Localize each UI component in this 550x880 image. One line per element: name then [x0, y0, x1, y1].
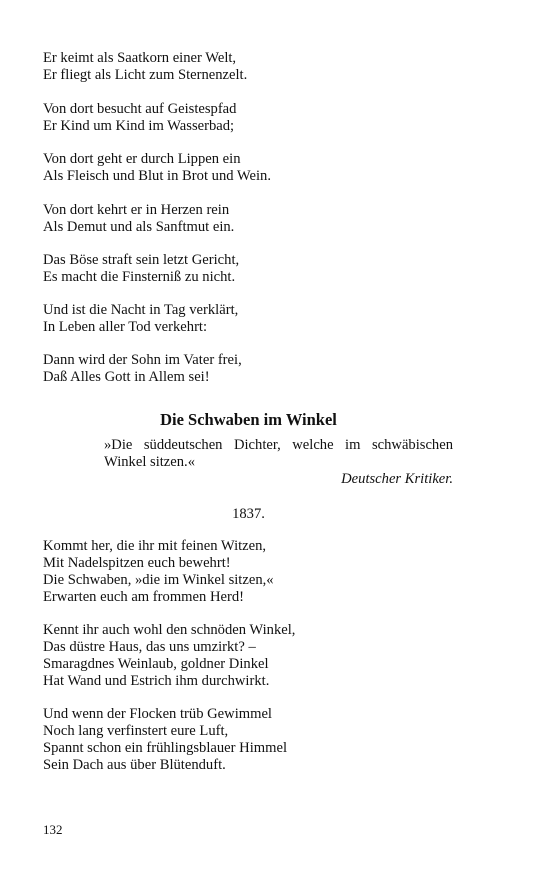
verse-line: Mit Nadelspitzen euch bewehrt! [43, 555, 231, 571]
stanza [43, 622, 463, 690]
epigraph-line: Winkel sitzen.« [104, 454, 196, 470]
verse-line: Als Fleisch und Blut in Brot und Wein. [43, 168, 272, 184]
stanza [43, 202, 463, 236]
verse-line: Daß Alles Gott in Allem sei! [43, 369, 210, 385]
verse-line: Von dort besucht auf Geistespfad [43, 101, 237, 117]
verse-line: Und wenn der Flocken trüb Gewimmel [43, 706, 272, 722]
poem-year: 1837. [232, 506, 265, 522]
verse-line: Und ist die Nacht in Tag verklärt, [43, 302, 239, 318]
epigraph-line: »Die süddeutschen Dichter, welche im schwäbischen [104, 437, 453, 453]
verse-line: Von dort geht er durch Lippen ein [43, 151, 241, 167]
verse-line: Die Schwaben, »die im Winkel sitzen,« [43, 572, 274, 588]
verse-line: In Leben aller Tod verkehrt: [43, 319, 208, 335]
stanza [43, 50, 463, 84]
verse-line: Spannt schon ein frühlingsblauer Himmel [43, 740, 287, 756]
verse-line: Das düstre Haus, das uns umzirkt? – [43, 639, 256, 655]
verse-line: Smaragdnes Weinlaub, goldner Dinkel [43, 656, 269, 672]
epigraph [104, 437, 453, 471]
verse-line: Dann wird der Sohn im Vater frei, [43, 352, 242, 368]
epigraph-attribution: Deutscher Kritiker. [341, 471, 453, 487]
stanza [43, 252, 463, 286]
stanza [43, 706, 463, 774]
verse-line: Kennt ihr auch wohl den schnöden Winkel, [43, 622, 296, 638]
verse-line: Es macht die Finsterniß zu nicht. [43, 269, 236, 285]
verse-line: Erwarten euch am frommen Herd! [43, 589, 244, 605]
stanza [43, 352, 463, 386]
stanza [43, 538, 463, 606]
verse-line: Er keimt als Saatkorn einer Welt, [43, 50, 237, 66]
stanza [43, 302, 463, 336]
verse-line: Als Demut und als Sanftmut ein. [43, 219, 235, 235]
page-number: 132 [43, 822, 63, 837]
stanza [43, 151, 463, 185]
verse-line: Hat Wand und Estrich ihm durchwirkt. [43, 673, 270, 689]
verse-line: Er Kind um Kind im Wasserbad; [43, 118, 235, 134]
poem-title: Die Schwaben im Winkel [160, 410, 337, 429]
verse-line: Sein Dach aus über Blütenduft. [43, 757, 226, 773]
stanza [43, 101, 463, 135]
verse-line: Von dort kehrt er in Herzen rein [43, 202, 230, 218]
verse-line: Noch lang verfinstert eure Luft, [43, 723, 229, 739]
verse-line: Er fliegt als Licht zum Sternenzelt. [43, 67, 248, 83]
verse-line: Das Böse straft sein letzt Gericht, [43, 252, 240, 268]
verse-line: Kommt her, die ihr mit feinen Witzen, [43, 538, 267, 554]
